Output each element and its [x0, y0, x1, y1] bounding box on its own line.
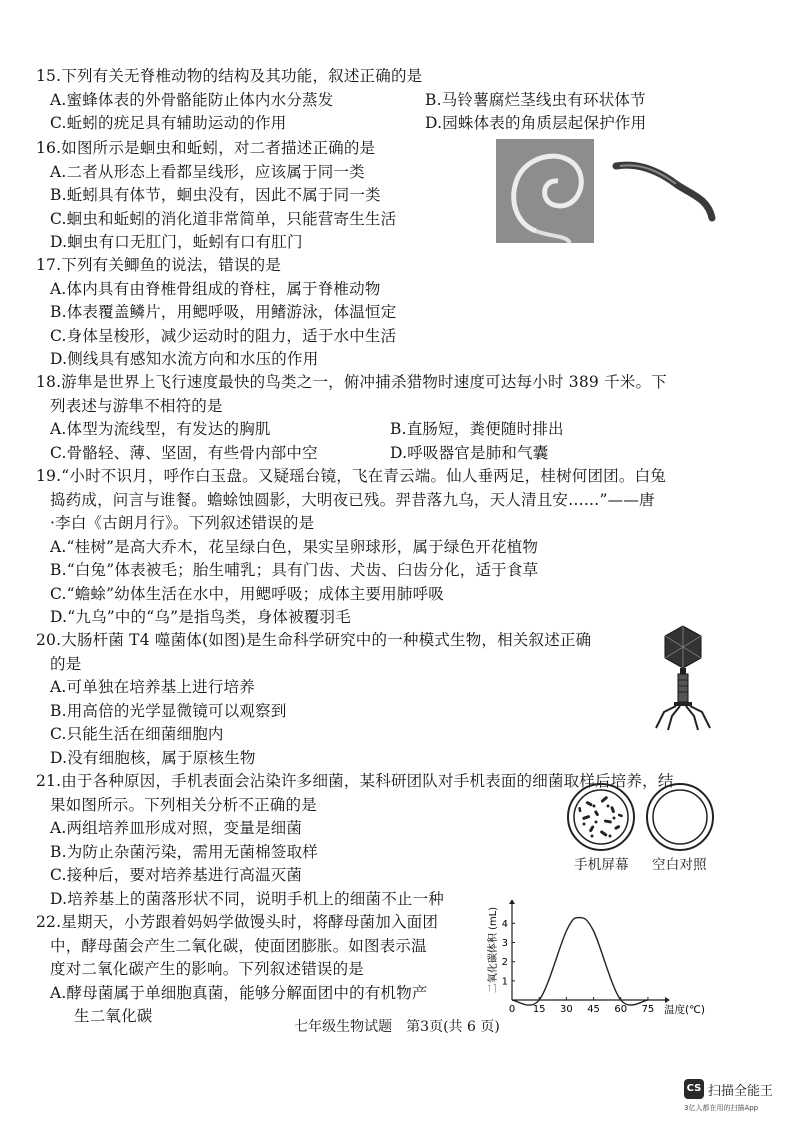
question-17-stem: 17.下列有关鲫鱼的说法，错误的是 [36, 256, 282, 274]
question-20-stem-line2: 的是 [50, 655, 82, 673]
scanner-logo-icon: CS [684, 1079, 704, 1099]
chart-y-tick-label: 3 [501, 938, 508, 949]
scanner-app-name: 扫描全能王 [708, 1084, 774, 1099]
question-15-stem: 15.下列有关无脊椎动物的结构及其功能，叙述正确的是 [36, 67, 423, 85]
question-19-stem-line1: 19.“小时不识月，呼作白玉盘。又疑瑶台镜，飞在青云端。仙人垂两足，桂树何团团。白兔 [36, 467, 666, 485]
chart-x-axis-arrow [665, 997, 670, 1003]
chart-y-tick-label: 4 [501, 918, 508, 930]
question-21-option-a: A.两组培养皿形成对照，变量是细菌 [50, 819, 303, 837]
scanner-tagline: 3亿人都在用的扫描App [684, 1104, 759, 1112]
chart-x-tick-label: 45 [587, 1004, 600, 1015]
question-19-option-c: C.“蟾蜍”幼体生活在水中，用鳃呼吸；成体主要用肺呼吸 [50, 585, 444, 603]
question-19-option-a: A.“桂树”是高大乔木，花呈绿白色，果实呈卵球形，属于绿色开花植物 [50, 538, 539, 556]
question-15-option-b: B.马铃薯腐烂茎线虫有环状体节 [425, 91, 646, 109]
chart-x-tick-label: 30 [560, 1004, 573, 1015]
question-21-option-b: B.为防止杂菌污染，需用无菌棉签取样 [50, 843, 318, 861]
question-20-stem-line1: 20.大肠杆菌 T4 噬菌体(如图)是生命科学研究中的一种模式生物，相关叙述正确 [36, 631, 592, 649]
chart-x-tick-label: 0 [508, 1004, 516, 1015]
question-19-option-b: B.“白兔”体表被毛；胎生哺乳；具有门齿、犬齿、臼齿分化，适于食草 [50, 561, 539, 579]
question-17-option-b: B.体表覆盖鳞片，用鳃呼吸，用鳍游泳，体温恒定 [50, 303, 397, 321]
co2-temperature-chart [484, 900, 716, 1016]
page-footer: 七年级生物试题 第3页(共 6 页) [294, 1019, 500, 1035]
question-18-option-a: A.体型为流线型，有发达的胸肌 [50, 420, 271, 438]
question-18-stem-line2: 列表述与游隼不相符的是 [50, 397, 223, 415]
earthworm-illustration [612, 158, 720, 228]
question-22-stem-line2: 中，酵母菌会产生二氧化碳，使面团膨胀。如图表示温 [50, 937, 427, 955]
question-21-option-d: D.培养基上的菌落形状不同，说明手机上的细菌不止一种 [50, 890, 445, 908]
chart-y-axis-label: 二氧化碳体积 (mL) [488, 906, 499, 994]
question-17-option-c: C.身体呈梭形，减少运动时的阻力，适于水中生活 [50, 327, 397, 345]
question-22-option-a-line1: A.酵母菌属于单细胞真菌，能够分解面团中的有机物产 [50, 984, 428, 1002]
question-17-option-d: D.侧线具有感知水流方向和水压的作用 [50, 350, 319, 368]
question-21-stem-line2: 果如图所示。下列相关分析不正确的是 [50, 796, 317, 814]
chart-y-tick-label: 1 [501, 976, 508, 988]
blank-control-label: 空白对照 [652, 857, 707, 873]
question-20-option-b: B.用高倍的光学显微镜可以观察到 [50, 702, 287, 720]
question-19-option-d: D.“九乌”中的“乌”是指鸟类，身体被覆羽毛 [50, 608, 351, 626]
scanner-watermark [684, 1076, 790, 1120]
question-20-option-d: D.没有细胞核，属于原核生物 [50, 749, 256, 767]
question-15-option-d: D.园蛛体表的角质层起保护作用 [425, 114, 647, 132]
phone-screen-dish [568, 784, 634, 850]
question-20-option-a: A.可单独在培养基上进行培养 [50, 678, 255, 696]
chart-x-tick-label: 60 [614, 1004, 628, 1015]
chart-x-tick-label: 15 [532, 1004, 546, 1015]
question-21-stem-line1: 21.由于各种原因，手机表面会沾染许多细菌，某科研团队对手机表面的细菌取样后培养，结 [36, 772, 674, 790]
question-18-option-c: C.骨骼轻、薄、坚固，有些骨内部中空 [50, 444, 318, 462]
question-16-option-a: A.二者从形态上看都呈线形，应该属于同一类 [50, 163, 365, 181]
question-15-option-c: C.蚯蚓的疣足具有辅助运动的作用 [50, 114, 287, 132]
question-18-option-d: D.呼吸器官是肺和气囊 [390, 444, 549, 462]
blank-control-dish [647, 784, 713, 850]
question-16-option-b: B.蚯蚓具有体节，蛔虫没有，因此不属于同一类 [50, 186, 381, 204]
question-17-option-a: A.体内具有由脊椎骨组成的脊柱，属于脊椎动物 [50, 280, 381, 298]
question-20-option-c: C.只能生活在细菌细胞内 [50, 725, 224, 743]
question-16-option-d: D.蛔虫有口无肛门，蚯蚓有口有肛门 [50, 233, 303, 251]
question-19-stem-line2: 捣药成，问言与谁餐。蟾蜍蚀圆影，大明夜已残。羿昔落九乌，天人清且安……”——唐 [50, 491, 655, 509]
question-16-option-c: C.蛔虫和蚯蚓的消化道非常简单，只能营寄生生活 [50, 210, 397, 228]
question-18-stem-line1: 18.游隼是世界上飞行速度最快的鸟类之一，俯冲捕杀猎物时速度可达每小时 389 千米。下 [36, 373, 667, 391]
question-19-stem-line3: ·李白《古朗月行》。下列叙述错误的是 [50, 514, 315, 532]
chart-series-line [512, 918, 648, 1006]
phone-screen-label: 手机屏幕 [574, 857, 629, 873]
chart-x-tick-label: 75 [641, 1004, 655, 1015]
question-18-option-b: B.直肠短，粪便随时排出 [390, 420, 564, 438]
question-22-stem-line3: 度对二氧化碳产生的影响。下列叙述错误的是 [50, 960, 365, 978]
chart-x-axis-label: 温度(℃) [664, 1004, 705, 1016]
roundworm-photo [496, 139, 594, 243]
bacteriophage-illustration [650, 622, 716, 734]
chart-y-tick-label: 2 [501, 957, 508, 969]
question-16-stem: 16.如图所示是蛔虫和蚯蚓，对二者描述正确的是 [36, 139, 376, 157]
question-21-option-c: C.接种后，要对培养基进行高温灭菌 [50, 866, 303, 884]
chart-y-axis-arrow [509, 900, 515, 904]
question-22-stem-line1: 22.星期天，小芳跟着妈妈学做馒头时，将酵母菌加入面团 [36, 913, 439, 931]
question-22-option-a-line2: 生二氧化碳 [74, 1007, 153, 1025]
question-15-option-a: A.蜜蜂体表的外骨骼能防止体内水分蒸发 [50, 91, 334, 109]
